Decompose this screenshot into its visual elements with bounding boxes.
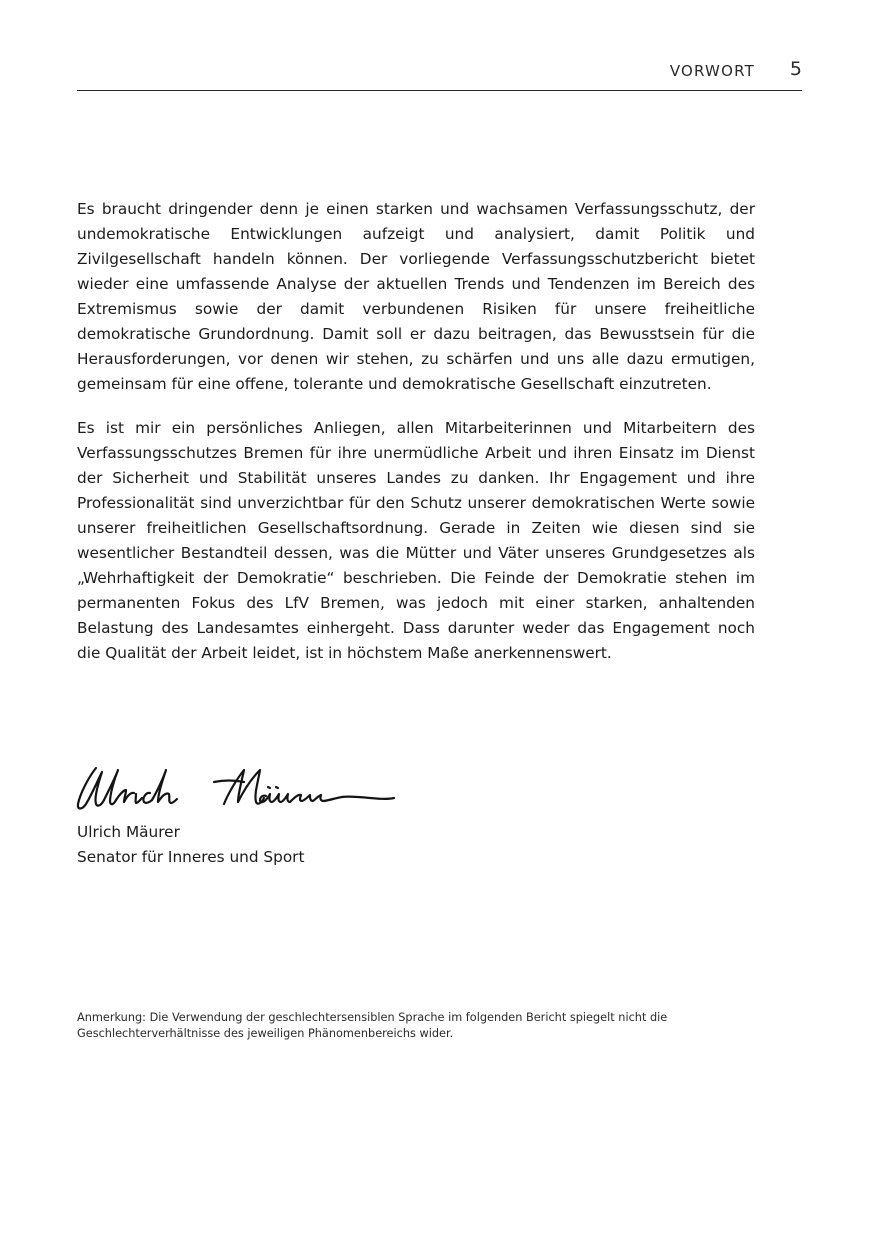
page-header <box>77 56 802 91</box>
paragraph-2: Es ist mir ein persönliches Anliegen, allen Mitarbeiterinnen und Mitarbeitern des Verfassungsschutzes Bremen für ihre unermüdliche Arbeit und ihren Einsatz im Dienst der Sicherheit und Stabilität unseres Landes zu danken. Ihr Engagement und ihre Professionalität sind unverzichtbar für den Schutz unserer demokratischen Werte sowie unserer freiheitlichen Gesellschaftsordnung. Gerade in Zeiten wie diesen sind sie wesentlicher Bestandteil dessen, was die Mütter und Väter unseres Grundgesetzes als „Wehrhaftigkeit der Demokratie“ beschrieben. Die Feinde der Demokratie stehen im permanenten Fokus des LfV Bremen, was jedoch mit einer starken, anhaltenden Belastung des Landesamtes einhergeht. Dass darunter weder das Engagement noch die Qualität der Arbeit leidet, ist in höchstem Maße anerkennenswert. <box>77 419 755 662</box>
signer-block <box>77 820 304 870</box>
section-title: VORWORT <box>669 62 755 80</box>
signer-name: Ulrich Mäurer <box>77 823 180 841</box>
footnote: Anmerkung: Die Verwendung der geschlechtersensiblen Sprache im folgenden Bericht spiegelt nicht die Geschlechterverhältnisse des jeweiligen Phänomenbereichs wider. <box>77 1011 668 1040</box>
page-number: 5 <box>789 58 802 80</box>
foreword-body <box>77 197 755 685</box>
paragraph-1: Es braucht dringender denn je einen starken und wachsamen Verfassungsschutz, der undemokratische Entwicklungen aufzeigt und analysiert, damit Politik und Zivilgesellschaft handeln können. Der vorliegende Verfassungsschutzbericht bietet wieder eine umfassende Analyse der aktuellen Trends und Tendenzen im Bereich des Extremismus sowie der damit verbundenen Risiken für unsere freiheitliche demokratische Grundordnung. Damit soll er dazu beitragen, das Bewusstsein für die Herausforderungen, vor denen wir stehen, zu schärfen und uns alle dazu ermutigen, gemeinsam für eine offene, tolerante und demokratische Gesellschaft einzutreten. <box>77 200 755 393</box>
signer-title: Senator für Inneres und Sport <box>77 848 305 866</box>
handwritten-signature <box>74 760 399 816</box>
